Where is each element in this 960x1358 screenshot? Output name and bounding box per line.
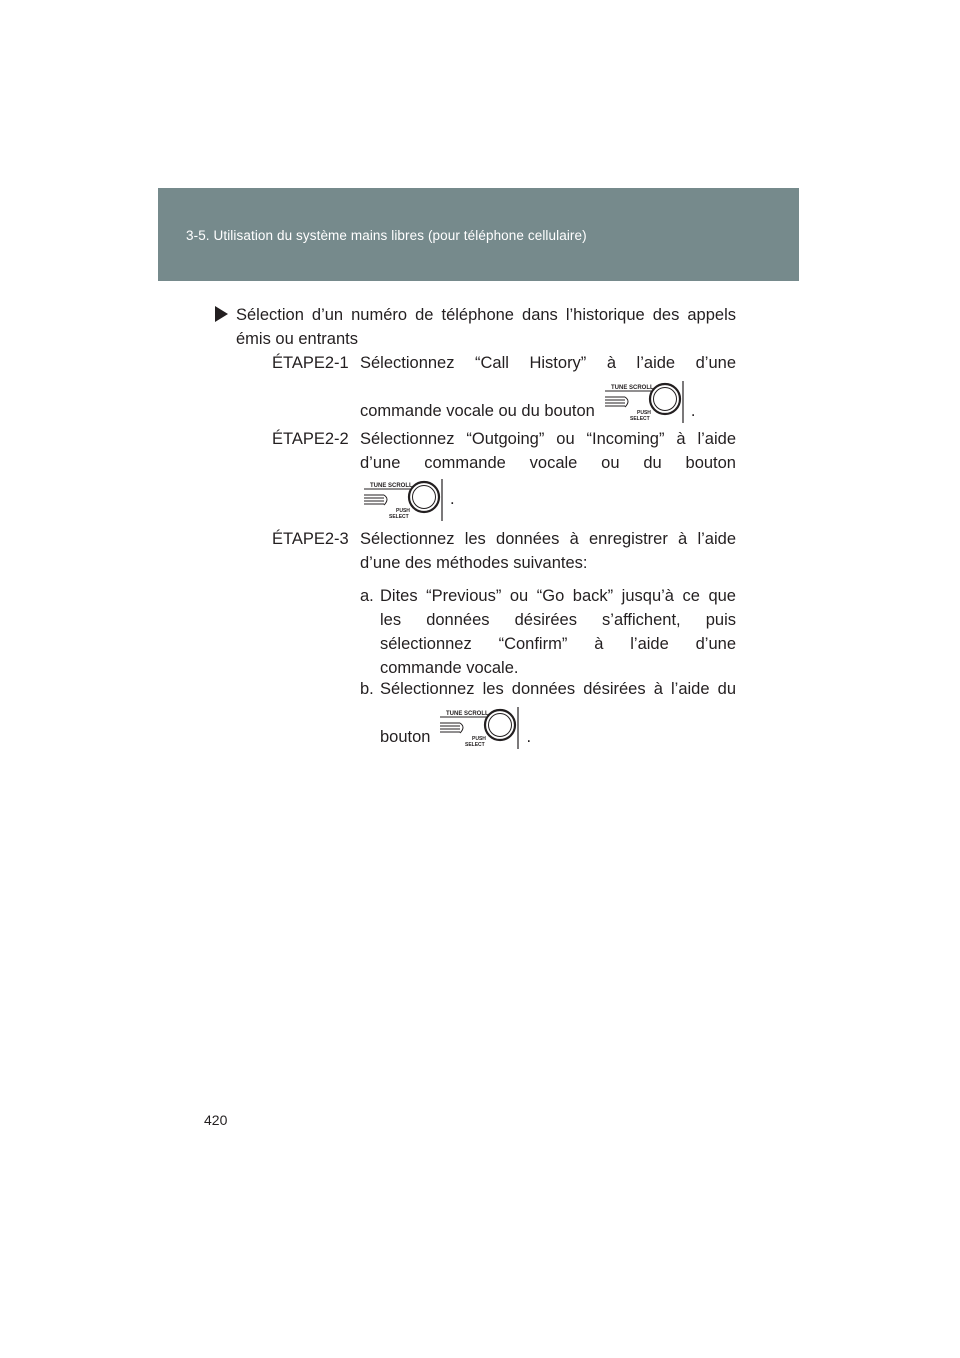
option-body: [380, 584, 736, 680]
option-line: Sélectionnez les données désirées à l’aide du: [380, 680, 736, 698]
option-label: b.: [360, 680, 374, 698]
knob-label-tune-scroll: TUNE SCROLL: [370, 483, 413, 489]
option-line: sélectionnez “Confirm” à l’aide d’une: [380, 635, 736, 653]
tune-scroll-knob-icon: [360, 479, 444, 521]
option-label: a.: [360, 587, 374, 605]
option-line-with-knob: [380, 707, 736, 749]
step-label: ÉTAPE2-1: [272, 354, 349, 372]
section-heading-line2: émis ou entrants: [236, 330, 358, 348]
step-line: d’une des méthodes suivantes:: [360, 554, 588, 572]
step-label: ÉTAPE2-2: [272, 430, 349, 448]
step-line: .: [690, 402, 696, 420]
option-line: Dites “Previous” ou “Go back” jusqu’à ce que: [380, 587, 736, 605]
step-body: [360, 527, 736, 748]
step-line: Sélectionnez “Call History” à l’aide d’une: [360, 354, 736, 372]
section-heading-line1: Sélection d’un numéro de téléphone dans l’historique des appels: [236, 306, 736, 324]
step-body: [360, 427, 736, 521]
step-line-with-knob: [354, 479, 736, 521]
step-line-with-knob: [360, 381, 736, 423]
step-label: ÉTAPE2-3: [272, 530, 349, 548]
tune-scroll-knob-icon: [601, 381, 685, 423]
page-number: 420: [204, 1112, 228, 1128]
knob-label-select: SELECT: [465, 742, 486, 748]
step-line: commande vocale ou du bouton: [360, 402, 595, 420]
tune-scroll-knob-icon: [436, 707, 520, 749]
page-header: [158, 188, 799, 281]
knob-label-tune-scroll: TUNE SCROLL: [610, 385, 654, 391]
knob-label-tune-scroll: TUNE SCROLL: [446, 711, 490, 717]
step-body: [360, 351, 736, 423]
step-line: Sélectionnez “Outgoing” ou “Incoming” à l’aide: [360, 430, 736, 448]
step-line: d’une commande vocale ou du bouton: [360, 454, 736, 472]
knob-label-select: SELECT: [389, 514, 409, 520]
section-heading: [221, 303, 736, 351]
knob-label-push: PUSH: [472, 736, 487, 742]
option-line: commande vocale.: [380, 659, 519, 677]
option-line: bouton: [380, 728, 431, 746]
bullet-triangle-icon: [215, 306, 228, 322]
option-body: [380, 677, 736, 749]
step-line: Sélectionnez les données à enregistrer à l’aide: [360, 530, 736, 548]
knob-label-select: SELECT: [629, 416, 650, 422]
knob-label-push: PUSH: [636, 410, 651, 416]
header-title: 3-5. Utilisation du système mains libres (pour téléphone cellulaire): [186, 228, 587, 243]
option-line: .: [526, 728, 532, 746]
knob-label-push: PUSH: [396, 508, 410, 514]
step-line: .: [450, 490, 455, 508]
option-line: les données désirées s’affichent, puis: [380, 611, 736, 629]
